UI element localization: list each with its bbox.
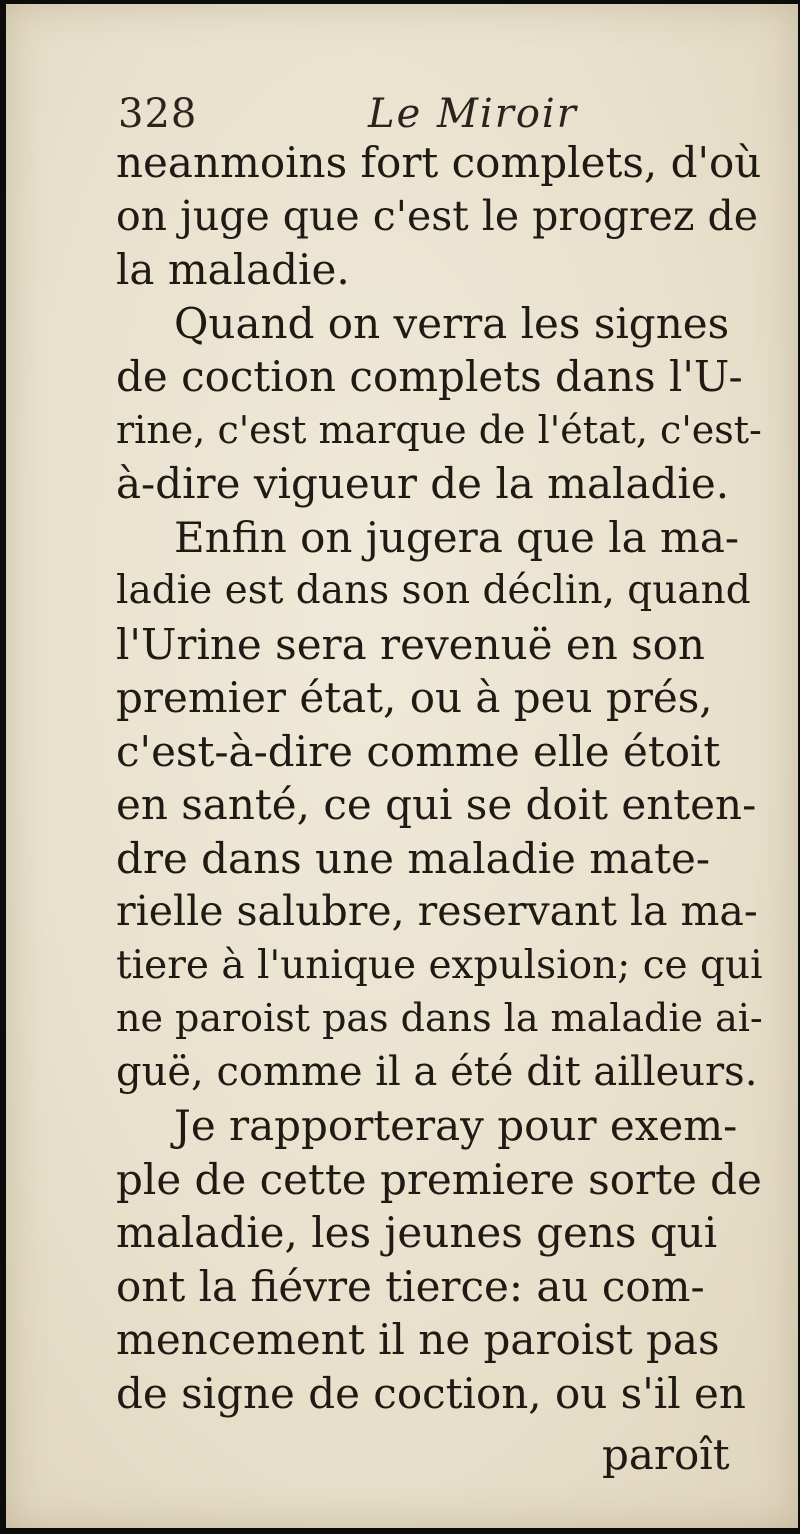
text-line: on juge que c'est le progrez de	[116, 191, 758, 240]
text-line: ladie est dans son déclin, quand	[116, 568, 751, 613]
text-line: à-dire vigueur de la maladie.	[116, 459, 730, 508]
text-line: l'Urine sera revenuë en son	[116, 619, 705, 669]
text-line: guë, comme il a été dit ailleurs.	[116, 1048, 758, 1095]
text-line: tiere à l'unique expulsion; ce qui	[116, 942, 763, 988]
text-line: neanmoins fort complets, d'où	[116, 138, 762, 187]
text-line: ne paroist pas dans la maladie ai-	[116, 996, 763, 1040]
text-line: Quand on verra les signes	[174, 298, 730, 348]
text-line: dre dans une maladie mate-	[116, 833, 711, 883]
running-head: Le Miroir	[368, 91, 578, 137]
text-line: Je rapporteray pour exem-	[174, 1101, 738, 1150]
text-line: Enfin on jugera que la ma-	[174, 512, 740, 562]
text-line: maladie, les jeunes gens qui	[116, 1208, 718, 1257]
text-line: premier état, ou à peu prés,	[116, 673, 713, 722]
text-line: rine, c'est marque de l'état, c'est-	[116, 407, 762, 452]
body-text	[116, 136, 766, 1420]
catchword: paroît	[602, 1430, 730, 1479]
text-line: en santé, ce qui se doit enten-	[116, 780, 757, 829]
text-line: de coction complets dans l'U-	[116, 352, 743, 401]
text-line: ont la fiévre tierce: au com-	[116, 1261, 705, 1311]
book-page	[6, 4, 798, 1528]
text-line: c'est-à-dire comme elle étoit	[116, 726, 721, 776]
page-number: 328	[118, 91, 198, 137]
text-line: mencement il ne paroist pas	[116, 1315, 720, 1364]
text-line: la maladie.	[116, 245, 350, 294]
text-line: de signe de coction, ou s'il en	[116, 1368, 746, 1418]
text-line: ple de cette premiere sorte de	[116, 1154, 762, 1204]
text-line: rielle salubre, reservant la ma-	[116, 887, 758, 935]
